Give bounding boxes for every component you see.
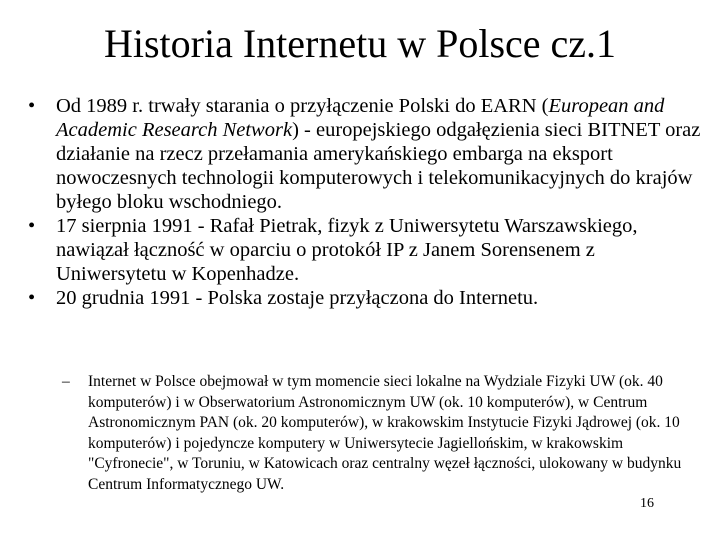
sub-bullet-item [62, 372, 702, 495]
sub-bullet-list [62, 372, 702, 495]
bullet-text-italic: European and Academic Research Network [56, 95, 665, 141]
page-number: 16 [640, 496, 654, 511]
bullet-text: 20 grudnia 1991 - Polska zostaje przyłączona do Internetu. [56, 287, 539, 309]
slide-title: Historia Internetu w Polsce cz.1 [103, 21, 617, 66]
bullet-marker: • [28, 287, 36, 309]
bullet-list [26, 94, 702, 310]
bullet-text-before: Od 1989 r. trwały starania o przyłączenie Polski do EARN ( [56, 95, 549, 117]
bullet-item-ip-connection [26, 214, 702, 286]
bullet-marker: • [28, 95, 36, 117]
sub-bullet-text: Internet w Polsce obejmował w tym momencie sieci lokalne na Wydziale Fizyki UW (ok. 40 komputerów) i w Obserwatorium Astronomicznym UW (ok. 10 komputerów), w Centrum Astronomicznym PAN (ok. 20 komputerów), w krakowskim Instytucie Fizyki Jądrowej (ok. 10 komputerów) i pojedyncze komputery w Uniwersytecie Jagiellońskim, w krakowskim "Cyfronecie", w Toruniu, w Katowicach oraz centralny węzeł łączności, ulokowany w budynku Centrum Informatycznego UW. [88, 373, 682, 493]
bullet-item-internet-connection [26, 286, 702, 310]
bullet-text: 17 sierpnia 1991 - Rafał Pietrak, fizyk z Uniwersytetu Warszawskiego, nawiązał łączność w oparciu o protokół IP z Janem Sorensenem z Uniwersytetu w Kopenhadze. [56, 215, 638, 285]
bullet-marker: • [28, 215, 36, 237]
sub-bullet-marker: – [62, 373, 70, 390]
bullet-item-earn [26, 94, 702, 214]
bullet-text-after: ) - europejskiego odgałęzienia sieci BITNET oraz działanie na rzecz przełamania amerykańskiego embarga na eksport nowoczesnych technologii komputerowych i telekomunikacyjnych do krajów byłego bloku wschodniego. [56, 119, 701, 213]
